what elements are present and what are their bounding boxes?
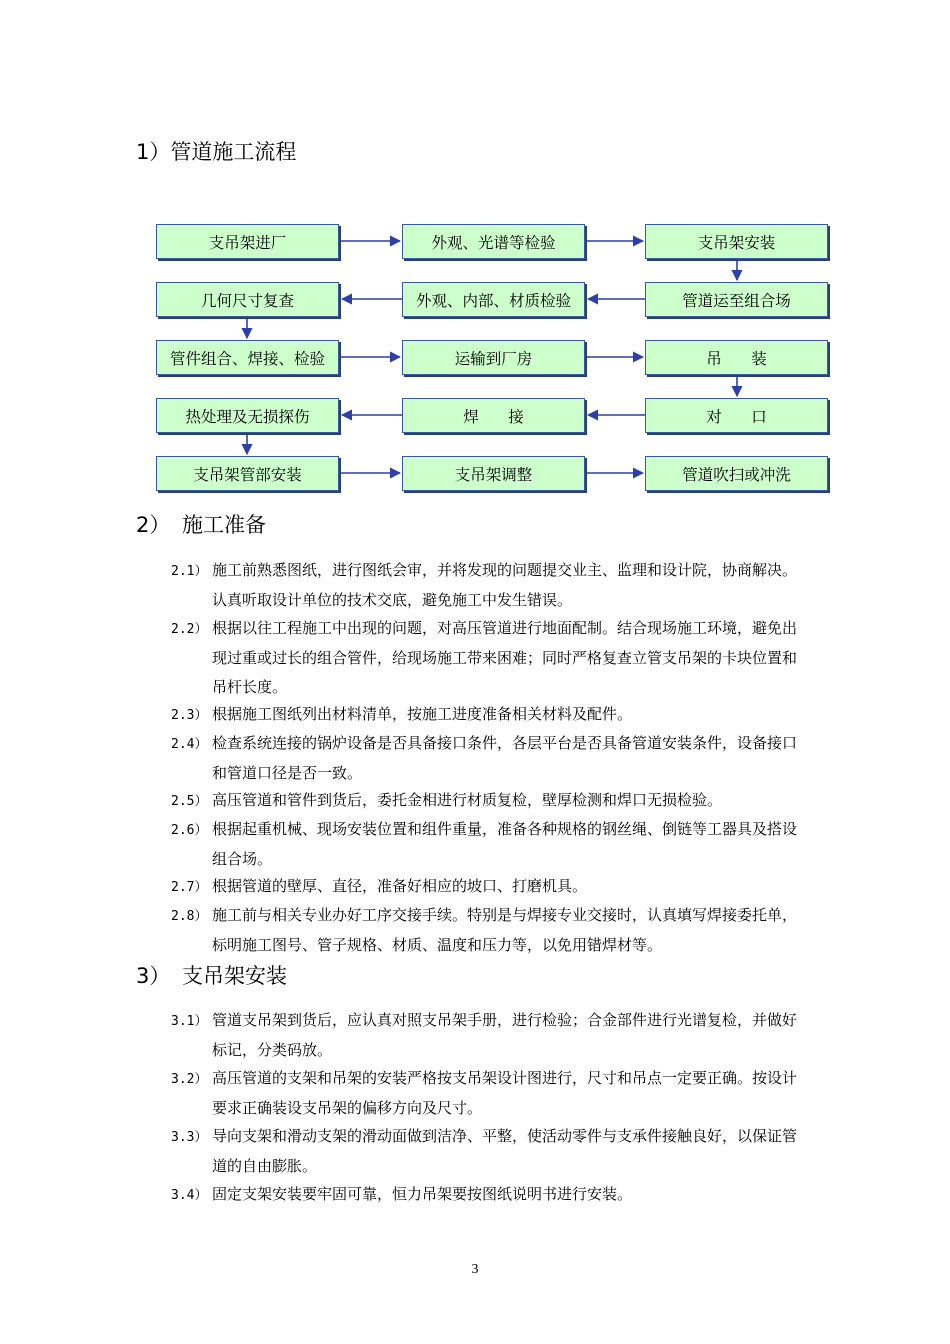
section-heading-support: 3） 支吊架安装 [136, 964, 287, 988]
section-title: 管道施工流程 [170, 140, 297, 164]
prep-item: 2.3） 根据施工图纸列出材料清单，按施工进度准备相关材料及配件。 [171, 705, 633, 723]
prep-item: 2.8） 施工前与相关专业办好工序交接手续。特别是与焊接专业交接时，认真填写焊接委托单， 标明施工图号、管子规格、材质、温度和压力等，以免用错焊材等。 [171, 906, 798, 954]
flow-box: 管道运至组合场 [645, 282, 828, 317]
section-heading-prep: 2） 施工准备 [136, 513, 266, 537]
section-title: 支吊架安装 [182, 964, 287, 988]
flow-box: 支吊架调整 [402, 456, 585, 491]
flow-box: 支吊架管部安装 [156, 456, 339, 491]
support-item: 3.3） 导向支架和滑动支架的滑动面做到洁净、平整，使活动零件与支承件接触良好，以保证管 道的自由膨胀。 [171, 1127, 798, 1175]
flow-box: 几何尺寸复查 [156, 282, 339, 317]
flow-box: 支吊架安装 [645, 224, 828, 259]
prep-item: 2.4） 检查系统连接的锅炉设备是否具备接口条件，各层平台是否具备管道安装条件，设备接口 和管道口径是否一致。 [171, 734, 798, 782]
flowchart [0, 0, 950, 520]
flow-box: 运输到厂房 [402, 340, 585, 375]
section-heading-flow: 1）管道施工流程 [136, 140, 297, 164]
support-item: 3.4） 固定支架安装要牢固可靠，恒力吊架要按图纸说明书进行安装。 [171, 1185, 633, 1203]
flow-box: 支吊架进厂 [156, 224, 339, 259]
flow-box: 管道吹扫或冲洗 [645, 456, 828, 491]
flow-box: 外观、光谱等检验 [402, 224, 585, 259]
flow-box: 管件组合、焊接、检验 [156, 340, 339, 375]
prep-item: 2.5） 高压管道和管件到货后，委托金相进行材质复检，壁厚检测和焊口无损检验。 [171, 791, 723, 809]
flow-box: 吊 装 [645, 340, 828, 375]
flow-box: 焊 接 [402, 398, 585, 433]
prep-item: 2.2） 根据以往工程施工中出现的问题，对高压管道进行地面配制。结合现场施工环境，避免出 现过重或过长的组合管件，给现场施工带来困难；同时严格复查立管支吊架的卡块位置和 吊杆长度。 [171, 619, 798, 696]
flow-box: 对 口 [645, 398, 828, 433]
flow-box: 热处理及无损探伤 [156, 398, 339, 433]
flow-box: 外观、内部、材质检验 [402, 282, 585, 317]
flow-arrows [0, 0, 950, 520]
prep-item: 2.7） 根据管道的壁厚、直径，准备好相应的坡口、打磨机具。 [171, 877, 588, 895]
page-number: 3 [471, 1262, 479, 1277]
support-item: 3.1） 管道支吊架到货后，应认真对照支吊架手册，进行检验；合金部件进行光谱复检，并做好 标记，分类码放。 [171, 1011, 798, 1059]
prep-item: 2.1） 施工前熟悉图纸，进行图纸会审，并将发现的问题提交业主、监理和设计院，协商解决。 认真听取设计单位的技术交底，避免施工中发生错误。 [171, 561, 798, 609]
prep-item: 2.6） 根据起重机械、现场安装位置和组件重量，准备各种规格的钢丝绳、倒链等工器具及搭设 组合场。 [171, 820, 798, 868]
support-item: 3.2） 高压管道的支架和吊架的安装严格按支吊架设计图进行，尺寸和吊点一定要正确。按设计 要求正确装设支吊架的偏移方向及尺寸。 [171, 1069, 798, 1117]
section-title: 施工准备 [182, 513, 266, 537]
